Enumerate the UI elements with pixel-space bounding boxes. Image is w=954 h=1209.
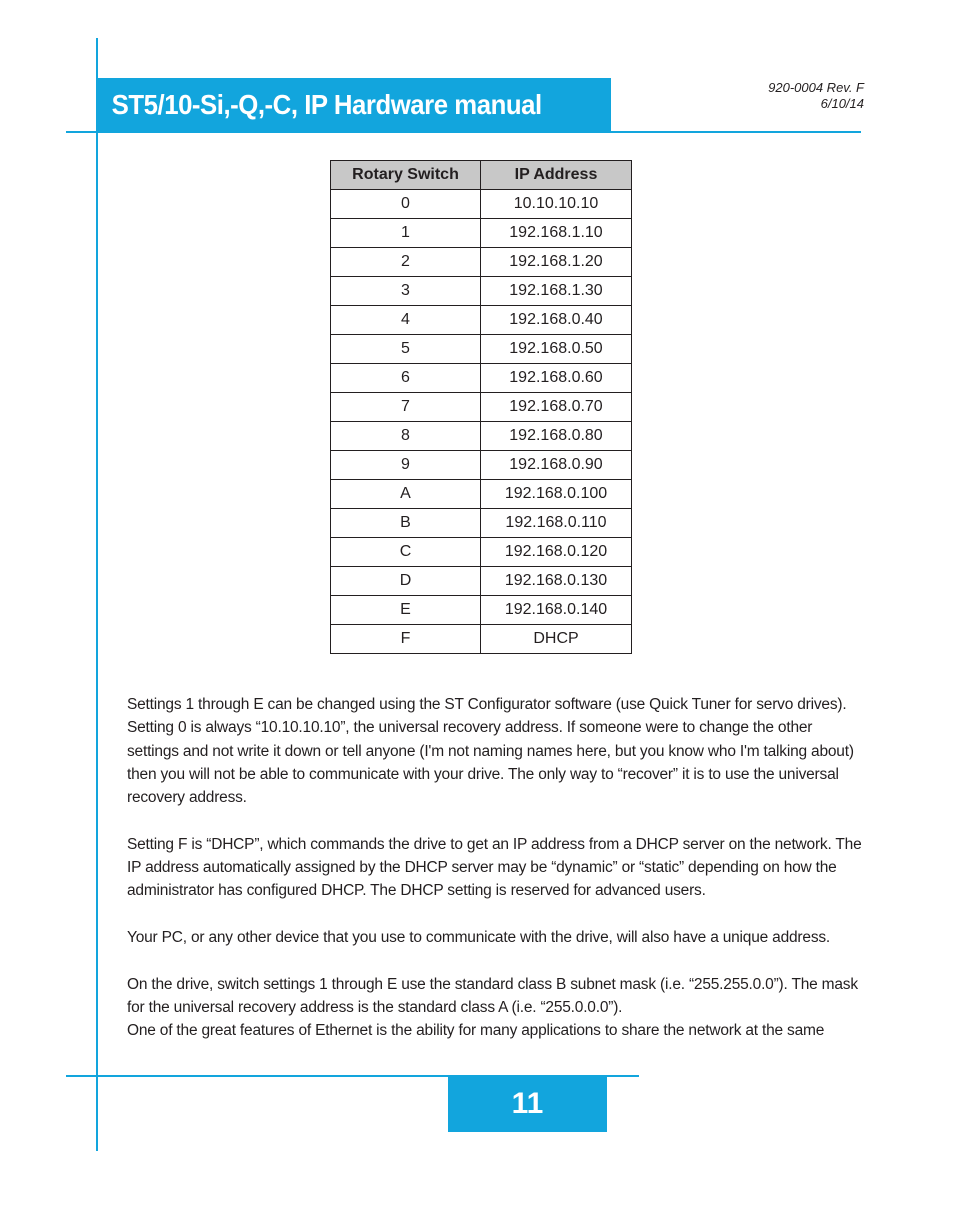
ip-cell: 192.168.0.130 — [481, 567, 632, 596]
switch-cell: 0 — [331, 190, 481, 219]
switch-cell: 3 — [331, 277, 481, 306]
ip-cell: 192.168.0.70 — [481, 393, 632, 422]
paragraph-ethernet-features: One of the great features of Ethernet is the ability for many applications to share the network at the same — [127, 1022, 825, 1040]
ip-cell: 192.168.0.110 — [481, 509, 632, 538]
switch-cell: 6 — [331, 364, 481, 393]
table-row — [331, 393, 632, 422]
page-title: ST5/10-Si,-Q,-C, IP Hardware manual — [111, 89, 542, 120]
table-row — [331, 509, 632, 538]
left-margin-rule — [96, 38, 98, 1151]
table-row — [331, 248, 632, 277]
paragraph-dhcp: Setting F is “DHCP”, which commands the drive to get an IP address from a DHCP server on the network. The IP address automatically assigned by the DHCP server may be “dynamic” or “static” depending on how the administrator has configured DHCP. The DHCP setting is reserved for advanced users. — [127, 835, 862, 900]
ip-cell: 192.168.0.100 — [481, 480, 632, 509]
table-row — [331, 364, 632, 393]
ip-cell: 192.168.0.90 — [481, 451, 632, 480]
paragraph-pc-address: Your PC, or any other device that you use to communicate with the drive, will also have a unique address. — [127, 928, 831, 946]
table-row — [331, 625, 632, 654]
table-row — [331, 277, 632, 306]
switch-cell: D — [331, 567, 481, 596]
switch-cell: 1 — [331, 219, 481, 248]
page-number-box — [448, 1076, 607, 1132]
document-number: 920-0004 Rev. F — [768, 80, 864, 95]
table-row — [331, 480, 632, 509]
table-row — [331, 538, 632, 567]
ip-cell: 192.168.0.80 — [481, 422, 632, 451]
ip-cell: 10.10.10.10 — [481, 190, 632, 219]
column-header-ip-address: IP Address — [481, 161, 632, 190]
table-row — [331, 567, 632, 596]
switch-cell: 7 — [331, 393, 481, 422]
table-row — [331, 306, 632, 335]
switch-cell: F — [331, 625, 481, 654]
ip-cell: 192.168.1.20 — [481, 248, 632, 277]
switch-cell: C — [331, 538, 481, 567]
table-row — [331, 190, 632, 219]
rotary-switch-ip-table — [330, 160, 632, 654]
switch-cell: 4 — [331, 306, 481, 335]
body-text — [127, 693, 867, 1042]
table-header-row — [331, 161, 632, 190]
ip-cell: 192.168.0.120 — [481, 538, 632, 567]
table-row — [331, 335, 632, 364]
table-row — [331, 596, 632, 625]
document-date: 6/10/14 — [820, 96, 864, 111]
table-row — [331, 422, 632, 451]
paragraph-subnet-mask: On the drive, switch settings 1 through E use the standard class B subnet mask (i.e. “255.255.0.0”). The mask for the universal recovery address is the standard class A (i.e. “255.0.0.0”). — [127, 975, 858, 1016]
table-row — [331, 451, 632, 480]
switch-cell: E — [331, 596, 481, 625]
ip-cell: 192.168.0.140 — [481, 596, 632, 625]
paragraph-switch-settings: Settings 1 through E can be changed using the ST Configurator software (use Quick Tuner for servo drives). Setting 0 is always “10.10.10.10”, the universal recovery address. If someone were to change the other settings and not write it down or tell anyone (I'm not naming names here, but you know who I'm talking about) then you will not be able to communicate with your drive. The only way to “recover” it is to use the universal recovery address. — [127, 696, 854, 807]
page-number: 11 — [511, 1087, 544, 1120]
switch-cell: A — [331, 480, 481, 509]
switch-cell: 9 — [331, 451, 481, 480]
ip-cell: 192.168.1.10 — [481, 219, 632, 248]
table-row — [331, 219, 632, 248]
document-meta — [768, 80, 864, 112]
ip-cell: 192.168.0.50 — [481, 335, 632, 364]
ip-cell: 192.168.0.40 — [481, 306, 632, 335]
switch-cell: B — [331, 509, 481, 538]
title-banner — [96, 78, 611, 132]
ip-cell: 192.168.1.30 — [481, 277, 632, 306]
switch-cell: 8 — [331, 422, 481, 451]
switch-cell: 2 — [331, 248, 481, 277]
column-header-rotary-switch: Rotary Switch — [331, 161, 481, 190]
switch-cell: 5 — [331, 335, 481, 364]
ip-cell: DHCP — [481, 625, 632, 654]
ip-cell: 192.168.0.60 — [481, 364, 632, 393]
